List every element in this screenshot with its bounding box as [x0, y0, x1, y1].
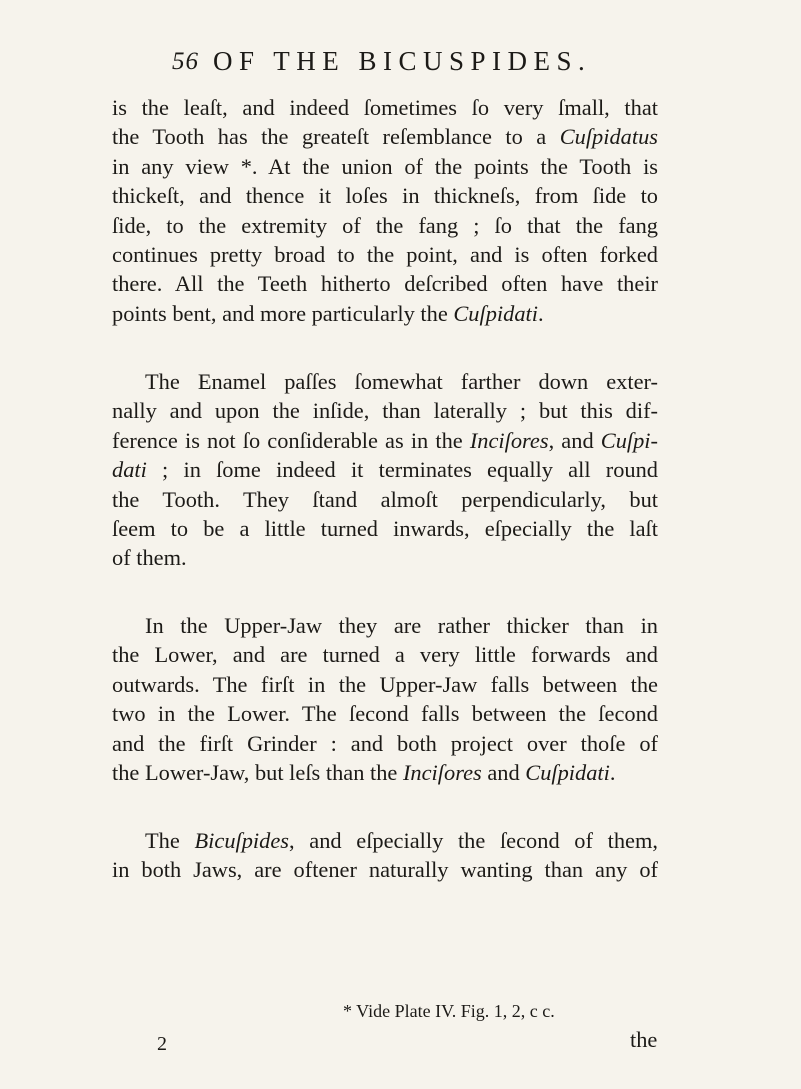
- page-number: 56: [172, 48, 199, 75]
- catchword: the: [630, 1027, 658, 1052]
- running-head: OF THE BICUSPIDES.: [213, 46, 592, 76]
- text-line: dati ; in ſome indeed it terminates equally all round: [112, 457, 658, 483]
- text-line: the Tooth. They ſtand almoſt perpendicularly, but: [112, 486, 658, 512]
- text-line: the Lower-Jaw, but leſs than the Inciſores and Cuſpidati.: [112, 759, 616, 785]
- text-line: there. All the Teeth hitherto deſcribed often have their: [112, 271, 658, 297]
- text-line: ſide, to the extremity of the fang ; ſo that the fang: [112, 212, 658, 238]
- text-line: nally and upon the inſide, than laterally ; but this dif-: [112, 398, 658, 424]
- text-line: In the Upper-Jaw they are rather thicker than in: [145, 613, 658, 638]
- paragraph-4: [112, 826, 658, 885]
- text-line: thickeſt, and thence it loſes in thickneſs, from ſide to: [112, 183, 658, 209]
- text-line: is the leaſt, and indeed ſometimes ſo very ſmall, that: [112, 95, 658, 120]
- text-line: outwards. The firſt in the Upper-Jaw falls between the: [112, 671, 658, 697]
- text-line: points bent, and more particularly the Cuſpidati.: [112, 300, 544, 326]
- text-line: ſeem to be a little turned inwards, eſpecially the laſt: [112, 515, 658, 541]
- text-line: in both Jaws, are oftener naturally wanting than any of: [112, 857, 658, 883]
- text-line: two in the Lower. The ſecond falls between the ſecond: [112, 701, 658, 727]
- text-line: continues pretty broad to the point, and is often forked: [112, 241, 658, 267]
- paragraph-1: [112, 93, 658, 328]
- paragraph-3: [112, 611, 658, 787]
- text-line: of them.: [112, 545, 187, 571]
- signature-mark: 2: [157, 1033, 167, 1055]
- page-header: [0, 46, 801, 86]
- text-line: the Tooth has the greateſt reſemblance to a Cuſpidatus: [112, 124, 658, 150]
- paragraph-2: [112, 367, 658, 573]
- text-line: The Enamel paſſes ſomewhat farther down exter-: [145, 369, 658, 394]
- text-line: in any view *. At the union of the points the Tooth is: [112, 153, 658, 179]
- footnote: * Vide Plate IV. Fig. 1, 2, c c.: [343, 1001, 555, 1021]
- text-line: the Lower, and are turned a very little forwards and: [112, 642, 658, 668]
- text-line: ference is not ſo conſiderable as in the Inciſores, and Cuſpi-: [112, 427, 658, 453]
- text-line: The Bicuſpides, and eſpecially the ſecond of them,: [145, 828, 658, 853]
- text-line: and the firſt Grinder : and both project over thoſe of: [112, 730, 658, 756]
